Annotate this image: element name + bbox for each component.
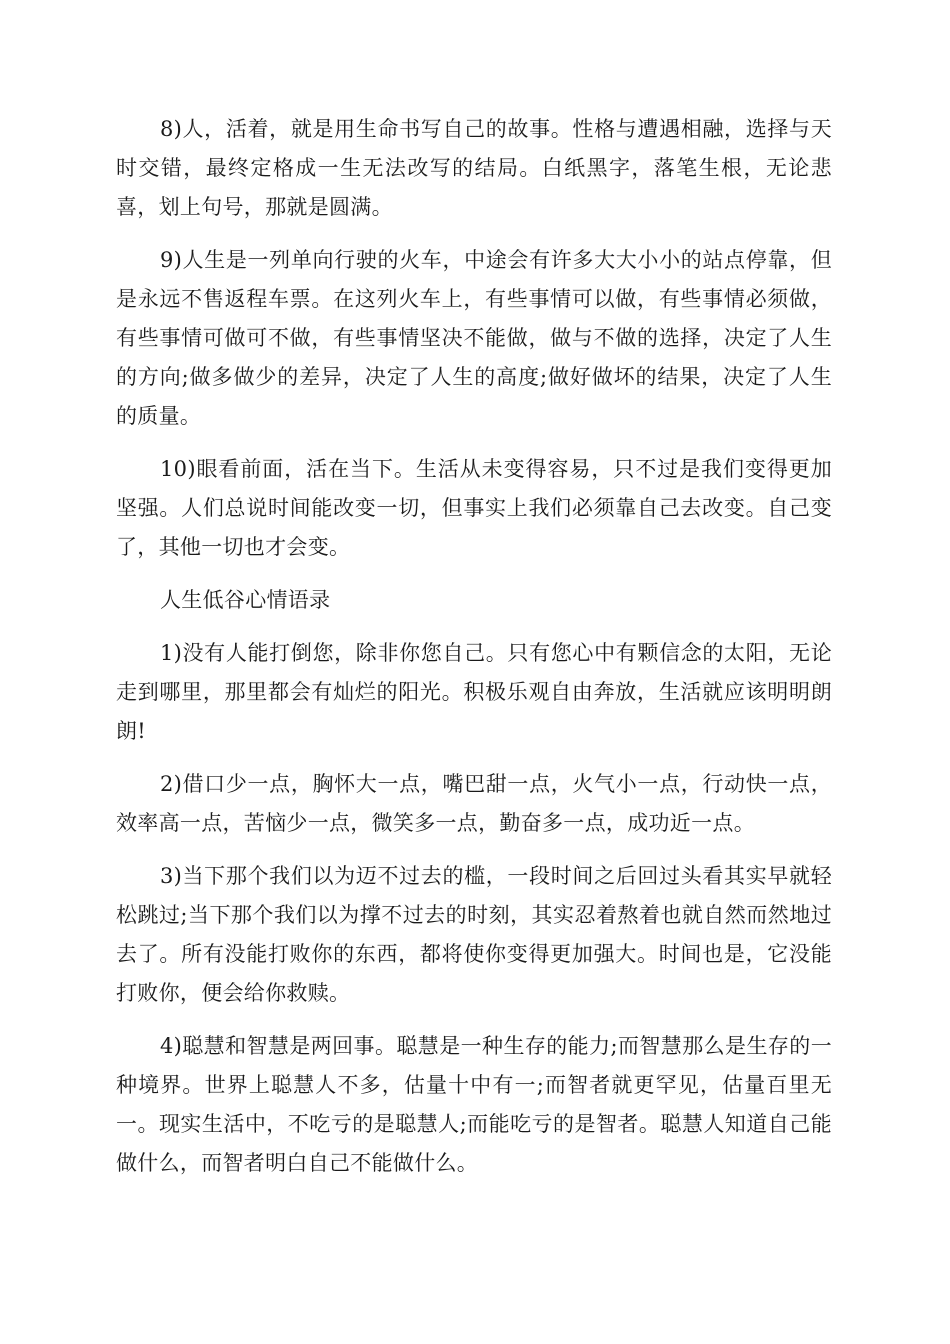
paragraph-2: 2)借口少一点，胸怀大一点，嘴巴甜一点，火气小一点，行动快一点，效率高一点，苦恼少一点，微笑多一点，勤奋多一点，成功近一点。: [116, 772, 832, 835]
paragraph-8: 8)人，活着，就是用生命书写自己的故事。性格与遭遇相融，选择与天时交错，最终定格成一生无法改写的结局。白纸黑字，落笔生根，无论悲喜，划上句号，那就是圆满。: [116, 117, 832, 219]
document-body: [116, 110, 832, 1197]
section-heading: 人生低谷心情语录: [160, 588, 331, 612]
paragraph-10: 10)眼看前面，活在当下。生活从未变得容易，只不过是我们变得更加坚强。人们总说时间能改变一切，但事实上我们必须靠自己去改变。自己变了，其他一切也才会变。: [116, 457, 832, 559]
paragraph-9: 9)人生是一列单向行驶的火车，中途会有许多大大小小的站点停靠，但是永远不售返程车票。在这列火车上，有些事情可以做，有些事情必须做，有些事情可做可不做，有些事情坚决不能做，做与不做的选择，决定了人生的方向;做多做少的差异，决定了人生的高度;做好做坏的结果，决定了人生的质量。: [116, 248, 832, 428]
paragraph-1: 1)没有人能打倒您，除非你您自己。只有您心中有颗信念的太阳，无论走到哪里，那里都会有灿烂的阳光。积极乐观自由奔放，生活就应该明明朗朗!: [116, 641, 832, 743]
paragraph-4: 4)聪慧和智慧是两回事。聪慧是一种生存的能力;而智慧那么是生存的一种境界。世界上聪慧人不多，估量十中有一;而智者就更罕见，估量百里无一。现实生活中，不吃亏的是聪慧人;而能吃亏的是智者。聪慧人知道自己能做什么，而智者明白自己不能做什么。: [116, 1034, 832, 1175]
paragraph-3: 3)当下那个我们以为迈不过去的槛，一段时间之后回过头看其实早就轻松跳过;当下那个我们以为撑不过去的时刻，其实忍着熬着也就自然而然地过去了。所有没能打败你的东西，都将使你变得更加强大。时间也是，它没能打败你，便会给你救赎。: [116, 864, 832, 1005]
